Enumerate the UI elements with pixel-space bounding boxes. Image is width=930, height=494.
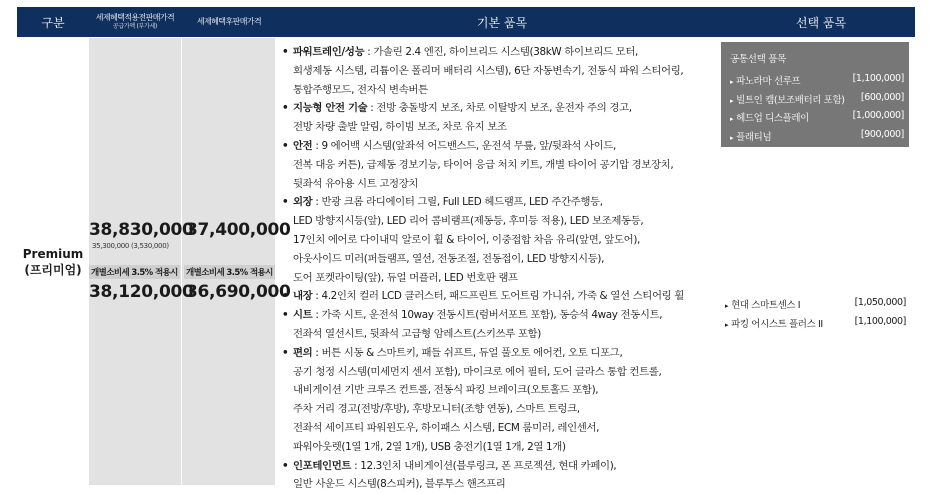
- header-gubun: 구분: [41, 15, 65, 30]
- trim-name: [17, 246, 89, 278]
- option-price: [600,000]: [860, 91, 904, 103]
- tax-label-after: 개별소비세 3.5% 적용시: [184, 265, 275, 279]
- basic-item-text: 17인치 에어로 다이내믹 알로이 휠 & 타이어, 이중접합 차음 유리(앞면, 앞도어),: [293, 233, 640, 246]
- basic-item: [282, 344, 722, 457]
- basic-item-text: 주차 거리 경고(전방/후방), 후방모니터(조향 연동), 스마트 트렁크,: [293, 403, 580, 416]
- basic-item: [282, 43, 722, 99]
- common-options-box: [721, 42, 909, 147]
- option-price: [1,050,000]: [854, 297, 906, 308]
- basic-item-text: 아웃사이드 미러(퍼들램프, 열선, 전동조절, 전동접이, LED 방향지시등),: [293, 252, 605, 265]
- price-after-tax-35: 36,690,000: [186, 282, 291, 302]
- common-option-item: [730, 73, 904, 87]
- basic-item-title: 인포테인먼트: [293, 459, 352, 472]
- common-option-item: [730, 92, 904, 106]
- option-price: [1,100,000]: [852, 73, 904, 84]
- common-option-item: [730, 129, 904, 143]
- basic-item-title: 외장: [293, 196, 313, 209]
- basic-item: [282, 193, 722, 287]
- basic-item: [282, 99, 722, 137]
- basic-item-text: 가죽 시트, 운전석 10way 전동시트(럼버서포트 포함), 동승석 4way 전동시트,: [321, 309, 663, 322]
- bullet-triangle-icon: ▸: [730, 115, 734, 123]
- basic-item-text: 도어 포켓라이팅(앞), 듀얼 머플러, LED 번호판 램프: [293, 271, 518, 284]
- basic-item-title: 파워트레인/성능: [293, 46, 365, 58]
- basic-item-title: 편의: [293, 346, 313, 359]
- basic-item: [282, 287, 722, 306]
- option-price: [900,000]: [860, 128, 904, 140]
- option-name: [730, 110, 809, 124]
- table-header: [17, 7, 915, 37]
- option-price: [1,000,000]: [852, 110, 904, 121]
- basic-item-line: [293, 400, 722, 419]
- basic-item-text: 버튼 시동 & 스마트키, 패들 쉬프트, 듀얼 풀오토 에어컨, 오토 디포그,: [321, 346, 623, 359]
- common-option-item: [730, 110, 904, 124]
- column-divider: [181, 38, 182, 485]
- header-basic-items: 기본 품목: [476, 15, 528, 30]
- price-after-tax-benefit: 37,400,000: [186, 220, 291, 240]
- basic-item-text: 전복 대응 커튼), 급제동 경보기능, 타이어 응급 처치 키트, 개별 타이어 공기압 경보장치,: [293, 158, 674, 171]
- basic-item-text: 회생제동 시스템, 리튬이온 폴리머 배터리 시스템), 6단 자동변속기, 전동식 파워 스티어링,: [293, 64, 684, 77]
- trim-option-item: [725, 316, 906, 330]
- basic-item-text: 12.3인치 내비게이션(블루링크, 폰 프로젝션, 현대 카페이),: [360, 459, 617, 472]
- common-options-title: 공통선택 품목: [730, 54, 786, 65]
- option-name-text: 파노라마 선루프: [736, 76, 801, 87]
- basic-item-text: 전방 충돌방지 보조, 차로 이탈방지 보조, 운전자 주의 경고,: [376, 102, 632, 115]
- basic-item-line: [293, 269, 722, 288]
- option-name-text: 헤드업 디스플레이: [736, 113, 809, 124]
- option-name: [730, 73, 800, 87]
- basic-item-text: 4.2인치 컬러 LCD 클러스터, 패드프린트 도어트림 가니쉬, 가죽 & 열선 스티어링 휠: [321, 290, 684, 303]
- basic-item-line: • 파워트레인/성능 : 가솔린 2.4 엔진, 하이브리드 시스템(38kW 하이브리드 모터,: [293, 46, 638, 58]
- header-price-before: [89, 7, 181, 37]
- header-price-before-label: 세제혜택적용전판매가격: [95, 13, 175, 22]
- bullet-triangle-icon: ▸: [725, 302, 729, 310]
- basic-item-text: 가솔린 2.4 엔진, 하이브리드 시스템(38kW 하이브리드 모터,: [373, 46, 638, 58]
- option-name: [725, 316, 823, 330]
- option-price: [1,100,000]: [854, 316, 906, 327]
- option-name: [725, 297, 800, 311]
- basic-item-text: 통합주행모드, 전자식 변속버튼: [293, 83, 428, 96]
- option-name-text: 현대 스마트센스 I: [731, 300, 801, 311]
- basic-item-title: 지능형 안전 기술: [293, 102, 368, 115]
- basic-item-text: 뒷좌석 유아용 시트 고정장치: [293, 177, 419, 190]
- basic-item-line: [293, 62, 722, 81]
- trim-option-item: [725, 297, 906, 311]
- basic-item-text: 내비게이션 기반 크루즈 컨트롤, 전동식 파킹 브레이크(오토홀드 포함),: [293, 384, 599, 397]
- supply-vat-value: 35,300,000 (3,530,000): [92, 242, 169, 250]
- basic-item-title: 내장: [293, 290, 313, 303]
- header-options: 선택 품목: [795, 15, 847, 30]
- header-price-after-label: 세제혜택후판매가격: [196, 17, 262, 26]
- bullet-triangle-icon: ▸: [730, 133, 734, 142]
- basic-item-line: [293, 118, 722, 137]
- basic-item-text: 파워아웃렛(1열 1개, 2열 1개), USB 충전기(1열 1개, 2열 1개): [293, 440, 566, 453]
- basic-item-line: [293, 212, 722, 231]
- basic-item-line: • 인포테인먼트 : 12.3인치 내비게이션(블루링크, 폰 프로젝션, 현대 카페이),: [293, 459, 617, 472]
- option-name: [730, 92, 845, 106]
- option-name-text: 파킹 어시스트 플러스 II: [731, 319, 823, 330]
- basic-item-line: [293, 325, 722, 344]
- basic-item-text: 일반 사운드 시스템(8스피커), 블루투스 핸즈프리: [293, 478, 506, 491]
- basic-item-text: LED 방향지시등(앞), LED 리어 콤비램프(제동등, 후미등 적용), LED 보조제동등,: [293, 215, 644, 228]
- basic-item-text: 9 에어백 시스템(앞좌석 어드밴스드, 운전석 무릎, 앞/뒷좌석 사이드,: [321, 139, 616, 152]
- basic-item-text: 공기 청정 시스템(미세먼지 센서 포함), 마이크로 에어 필터, 도어 글라스 통합 컨트롤,: [293, 365, 662, 378]
- basic-items-list: [282, 43, 722, 494]
- option-name-text: 플래티넘: [736, 131, 772, 143]
- price-after-column: [182, 38, 275, 485]
- price-before-tax-benefit: 38,830,000: [89, 220, 194, 240]
- basic-item-line: [293, 438, 722, 457]
- basic-item-line: [293, 156, 722, 175]
- basic-item-line: • 편의 : 버튼 시동 & 스마트키, 패들 쉬프트, 듀얼 풀오토 에어컨, 오토 디포그,: [293, 346, 623, 359]
- option-name-text: 빌트인 캠(보조배터리 포함): [736, 94, 845, 106]
- basic-item: [282, 137, 722, 193]
- bullet-triangle-icon: ▸: [730, 96, 734, 105]
- tax-label-before: 개별소비세 3.5% 적용시: [89, 265, 180, 279]
- basic-item-text: 전방 차량 출발 알림, 하이빔 보조, 차로 유지 보조: [293, 121, 507, 134]
- bullet-triangle-icon: ▸: [725, 321, 729, 329]
- basic-item-text: 반광 크롬 라디에이터 그릴, Full LED 헤드램프, LED 주간주행등,: [321, 196, 603, 209]
- basic-item-line: • 안전 : 9 에어백 시스템(앞좌석 어드밴스드, 운전석 무릎, 앞/뒷좌석 사이드,: [293, 139, 616, 152]
- basic-item-line: [293, 250, 722, 269]
- basic-item-line: [293, 419, 722, 438]
- basic-item-title: 안전: [293, 139, 313, 152]
- basic-item-line: [293, 175, 722, 194]
- price-before-tax-35: 38,120,000: [89, 282, 194, 302]
- basic-item-line: • 지능형 안전 기술 : 전방 충돌방지 보조, 차로 이탈방지 보조, 운전자 주의 경고,: [293, 102, 632, 115]
- basic-item-line: [293, 231, 722, 250]
- basic-item-line: • 내장 : 4.2인치 컬러 LCD 클러스터, 패드프린트 도어트림 가니쉬, 가죽 & 열선 스티어링 휠: [293, 290, 684, 303]
- basic-item-line: [293, 381, 722, 400]
- basic-item-line: • 시트 : 가죽 시트, 운전석 10way 전동시트(럼버서포트 포함), 동승석 4way 전동시트,: [293, 309, 663, 322]
- basic-item-line: • 외장 : 반광 크롬 라디에이터 그릴, Full LED 헤드램프, LED 주간주행등,: [293, 196, 603, 209]
- basic-item: [282, 306, 722, 344]
- header-price-after: [181, 7, 277, 37]
- basic-item-text: 전좌석 열선시트, 뒷좌석 고급형 암레스트(스키쓰루 포함): [293, 327, 541, 340]
- option-name: [730, 129, 771, 143]
- basic-item-line: [293, 363, 722, 382]
- basic-item-text: 전좌석 세이프티 파워윈도우, 하이패스 시스템, ECM 룸미러, 레인센서,: [293, 421, 600, 434]
- basic-item-title: 시트: [293, 309, 313, 322]
- header-supply-vat-label: 공급가액 (부가세): [112, 23, 158, 30]
- bullet-triangle-icon: ▸: [730, 78, 734, 86]
- basic-item-line: [293, 81, 722, 100]
- basic-item: [282, 457, 722, 494]
- price-before-column: [89, 38, 181, 485]
- trim-name-en: Premium: [22, 247, 84, 261]
- trim-name-kr: (프리미엄): [24, 263, 82, 277]
